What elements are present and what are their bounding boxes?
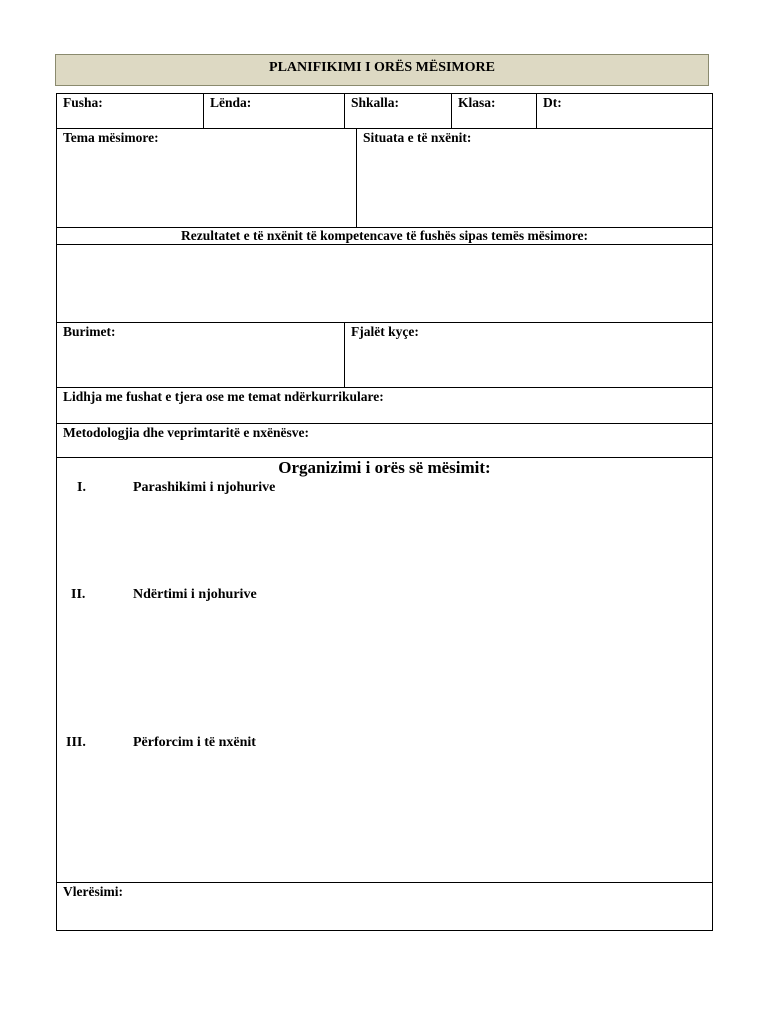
rezultatet-header-cell (57, 228, 713, 245)
lidhja-row (57, 388, 713, 424)
item-label: Ndërtimi i njohurive (133, 587, 257, 602)
item-label: Përforcim i të nxënit (133, 735, 256, 750)
lesson-plan-table (56, 93, 713, 931)
organizimi-title: Organizimi i orës së mësimit: (278, 458, 491, 477)
vleresimi-label: Vlerësimi: (63, 884, 123, 899)
situata-label: Situata e të nxënit: (363, 130, 472, 145)
burimet-label: Burimet: (63, 324, 116, 339)
item-number: II. (71, 587, 86, 602)
document-title: PLANIFIKIMI I ORËS MËSIMORE (55, 54, 709, 86)
metodologjia-row (57, 424, 713, 458)
organizimi-item-3 (59, 735, 710, 753)
organizimi-item-1 (59, 480, 710, 498)
tema-cell[interactable] (57, 129, 357, 228)
vleresimi-row (57, 883, 713, 931)
klasa-label: Klasa: (458, 95, 496, 110)
lenda-label: Lënda: (210, 95, 252, 110)
organizimi-cell[interactable] (57, 458, 713, 883)
header-row (57, 94, 713, 129)
tema-row (57, 129, 713, 228)
burimet-cell[interactable] (57, 323, 345, 388)
tema-label: Tema mësimore: (63, 130, 159, 145)
item-number: I. (77, 480, 86, 495)
fjalet-label: Fjalët kyçe: (351, 324, 419, 339)
shkalla-label: Shkalla: (351, 95, 400, 110)
lidhja-label: Lidhja me fushat e tjera ose me temat ndërkurrikulare: (63, 389, 384, 404)
rezultatet-body-row (57, 245, 713, 323)
lidhja-cell[interactable] (57, 388, 713, 424)
item-number: III. (66, 735, 86, 750)
lenda-cell[interactable] (204, 94, 345, 129)
rezultatet-body-cell[interactable] (57, 245, 713, 323)
shkalla-cell[interactable] (345, 94, 452, 129)
metodologjia-cell[interactable] (57, 424, 713, 458)
vleresimi-cell[interactable] (57, 883, 713, 931)
klasa-cell[interactable] (452, 94, 537, 129)
item-label: Parashikimi i njohurive (133, 480, 276, 495)
dt-cell[interactable] (537, 94, 713, 129)
rezultatet-label: Rezultatet e të nxënit të kompetencave të fushës sipas temës mësimore: (181, 228, 588, 243)
dt-label: Dt: (543, 95, 562, 110)
fusha-cell[interactable] (57, 94, 204, 129)
organizimi-row (57, 458, 713, 883)
rezultatet-header-row (57, 228, 713, 245)
situata-cell[interactable] (357, 129, 713, 228)
organizimi-item-2 (59, 587, 710, 605)
fusha-label: Fusha: (63, 95, 103, 110)
fjalet-cell[interactable] (345, 323, 713, 388)
burimet-row (57, 323, 713, 388)
metodologjia-label: Metodologjia dhe veprimtaritë e nxënësve: (63, 425, 309, 440)
